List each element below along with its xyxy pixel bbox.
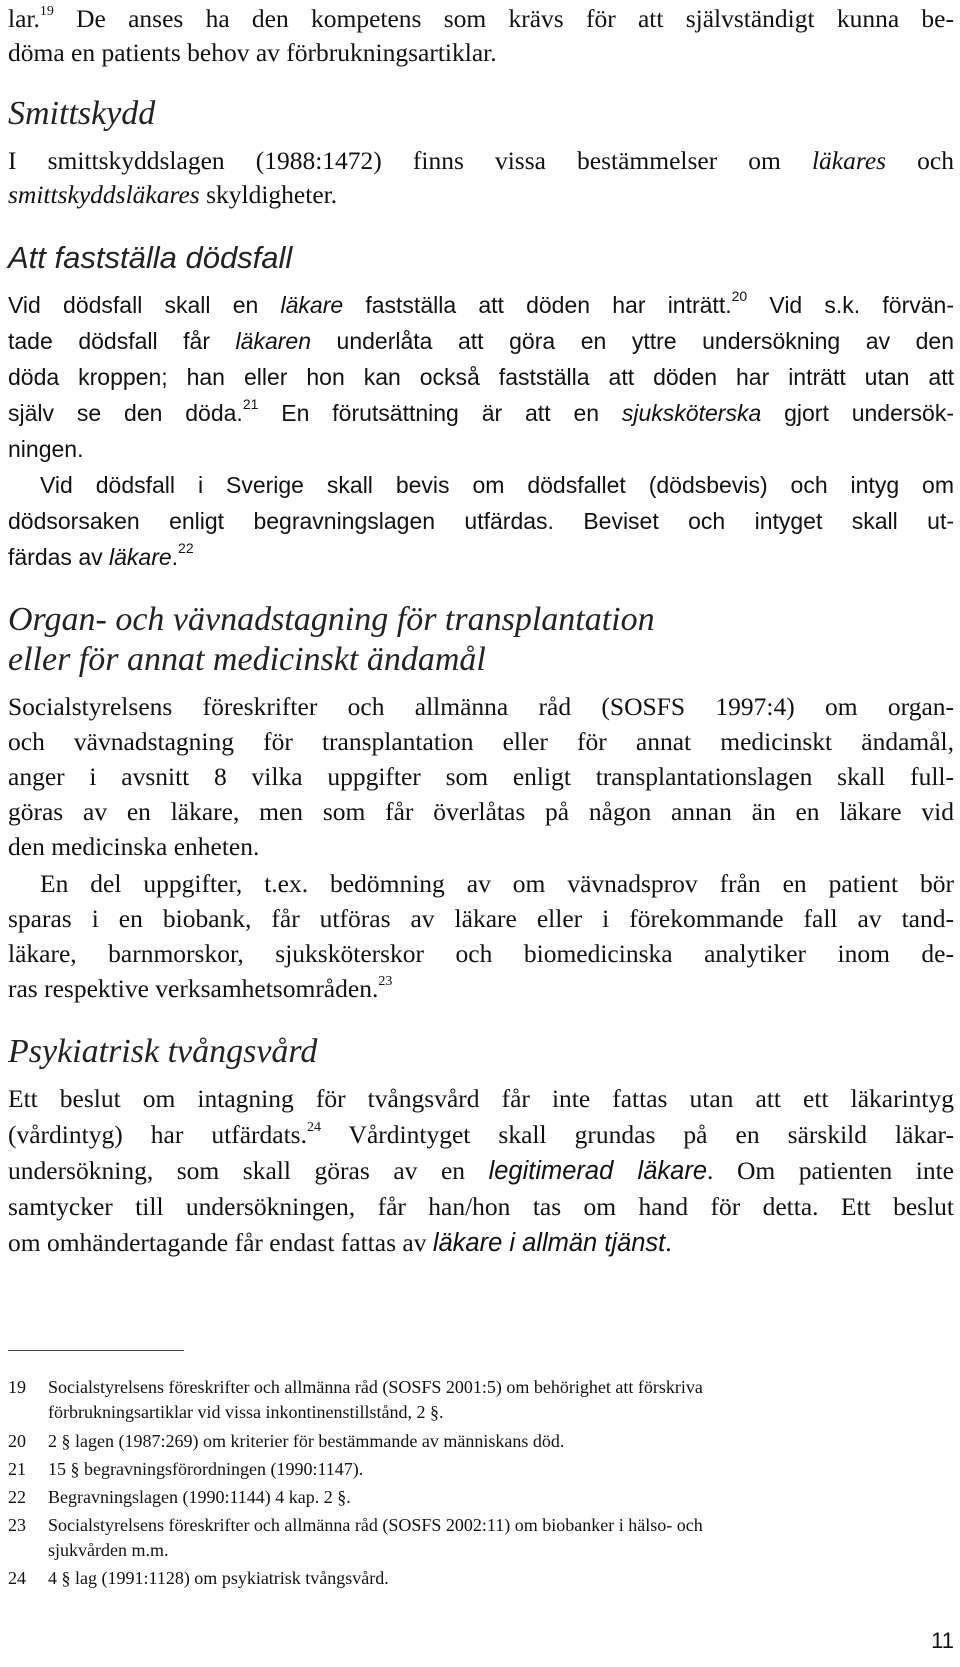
body-text-line: döma en patients behov av förbrukningsartiklar.: [8, 38, 497, 67]
body-text-line: ras respektive verksamhetsområden.$^{23}$: [8, 974, 393, 1003]
body-text-line: anger i avsnitt 8 vilka uppgifter som enligt transplantationslagen skall full-: [8, 762, 954, 791]
footnote-ref: 20: [731, 288, 748, 305]
page-number: 11: [931, 1628, 954, 1653]
body-text-line: tade dödsfall får läkaren underlåta att göra en yttre undersökning av den: [8, 328, 954, 354]
body-text-line: Socialstyrelsens föreskrifter och allmänna råd (SOSFS 1997:4) om organ-: [8, 692, 954, 721]
body-text-line: (vårdintyg) har utfärdats.$^{24}$ Vårdintyget skall grundas på en särskild läkar-: [8, 1120, 954, 1149]
body-text-line: ningen.: [8, 436, 84, 462]
body-text-line: sparas i en biobank, får utföras av läkare eller i förekommande fall av tand-: [8, 904, 954, 933]
section-heading: Smittskydd: [8, 95, 156, 132]
section-heading: Organ- och vävnadstagning för transplantation: [8, 601, 655, 638]
body-text-line: Ett beslut om intagning för tvångsvård får inte fattas utan att ett läkarintyg: [8, 1084, 954, 1113]
footnote-ref: 22: [178, 540, 194, 557]
footnote-ref: 23: [378, 974, 393, 990]
footnote-ref: 24: [306, 1120, 321, 1136]
body-text-line: den medicinska enheten.: [8, 832, 260, 861]
body-text-line: undersökning, som skall göras av en legitimerad läkare. Om patienten inte: [8, 1156, 955, 1185]
body-text-line: om omhändertagande får endast fattas av läkare i allmän tjänst.: [8, 1228, 672, 1257]
section-heading-continued: eller för annat medicinskt ändamål: [8, 641, 486, 678]
footnote-ref: 19: [39, 4, 54, 20]
body-text-line: En del uppgifter, t.ex. bedömning av om vävnadsprov från en patient bör: [40, 869, 954, 898]
body-text-line: samtycker till undersökningen, får han/hon tas om hand för detta. Ett beslut: [8, 1192, 954, 1221]
body-text-line: själv se den döda.$^{21}$ En förutsättning är att en sjuksköterska gjort undersök-: [8, 396, 954, 426]
body-text-line: lar.$^{19}$ De anses ha den kompetens som krävs för att självständigt kunna be-: [8, 4, 954, 33]
body-text-line: Vid dödsfall skall en läkare fastställa att döden har inträtt.$^{20}$ Vid s.k. förvän-: [8, 288, 954, 318]
body-text-line: dödsorsaken enligt begravningslagen utfärdas. Beviset och intyget skall ut-: [8, 508, 954, 534]
footnote-ref: 21: [242, 396, 259, 413]
body-text-line: färdas av läkare.$^{22}$: [8, 540, 194, 570]
body-text-line: Vid dödsfall i Sverige skall bevis om dödsfallet (dödsbevis) och intyg om: [40, 472, 954, 498]
section-heading: Att fastställa dödsfall: [8, 240, 293, 275]
body-text-line: läkare, barnmorskor, sjuksköterskor och biomedicinska analytiker inom de-: [8, 939, 954, 968]
body-text-line: göras av en läkare, men som får överlåtas på någon annan än en läkare vid: [8, 797, 954, 826]
body-text-line: I smittskyddslagen (1988:1472) finns vissa bestämmelser om läkares och: [8, 146, 954, 175]
footnote-separator: [8, 1350, 184, 1351]
section-heading: Psykiatrisk tvångsvård: [8, 1033, 318, 1070]
body-text-line: döda kroppen; han eller hon kan också fastställa att döden har inträtt utan att: [8, 364, 954, 390]
body-text-line: smittskyddsläkares skyldigheter.: [8, 180, 338, 209]
body-text-line: och vävnadstagning för transplantation eller för annat medicinskt ändamål,: [8, 727, 954, 756]
